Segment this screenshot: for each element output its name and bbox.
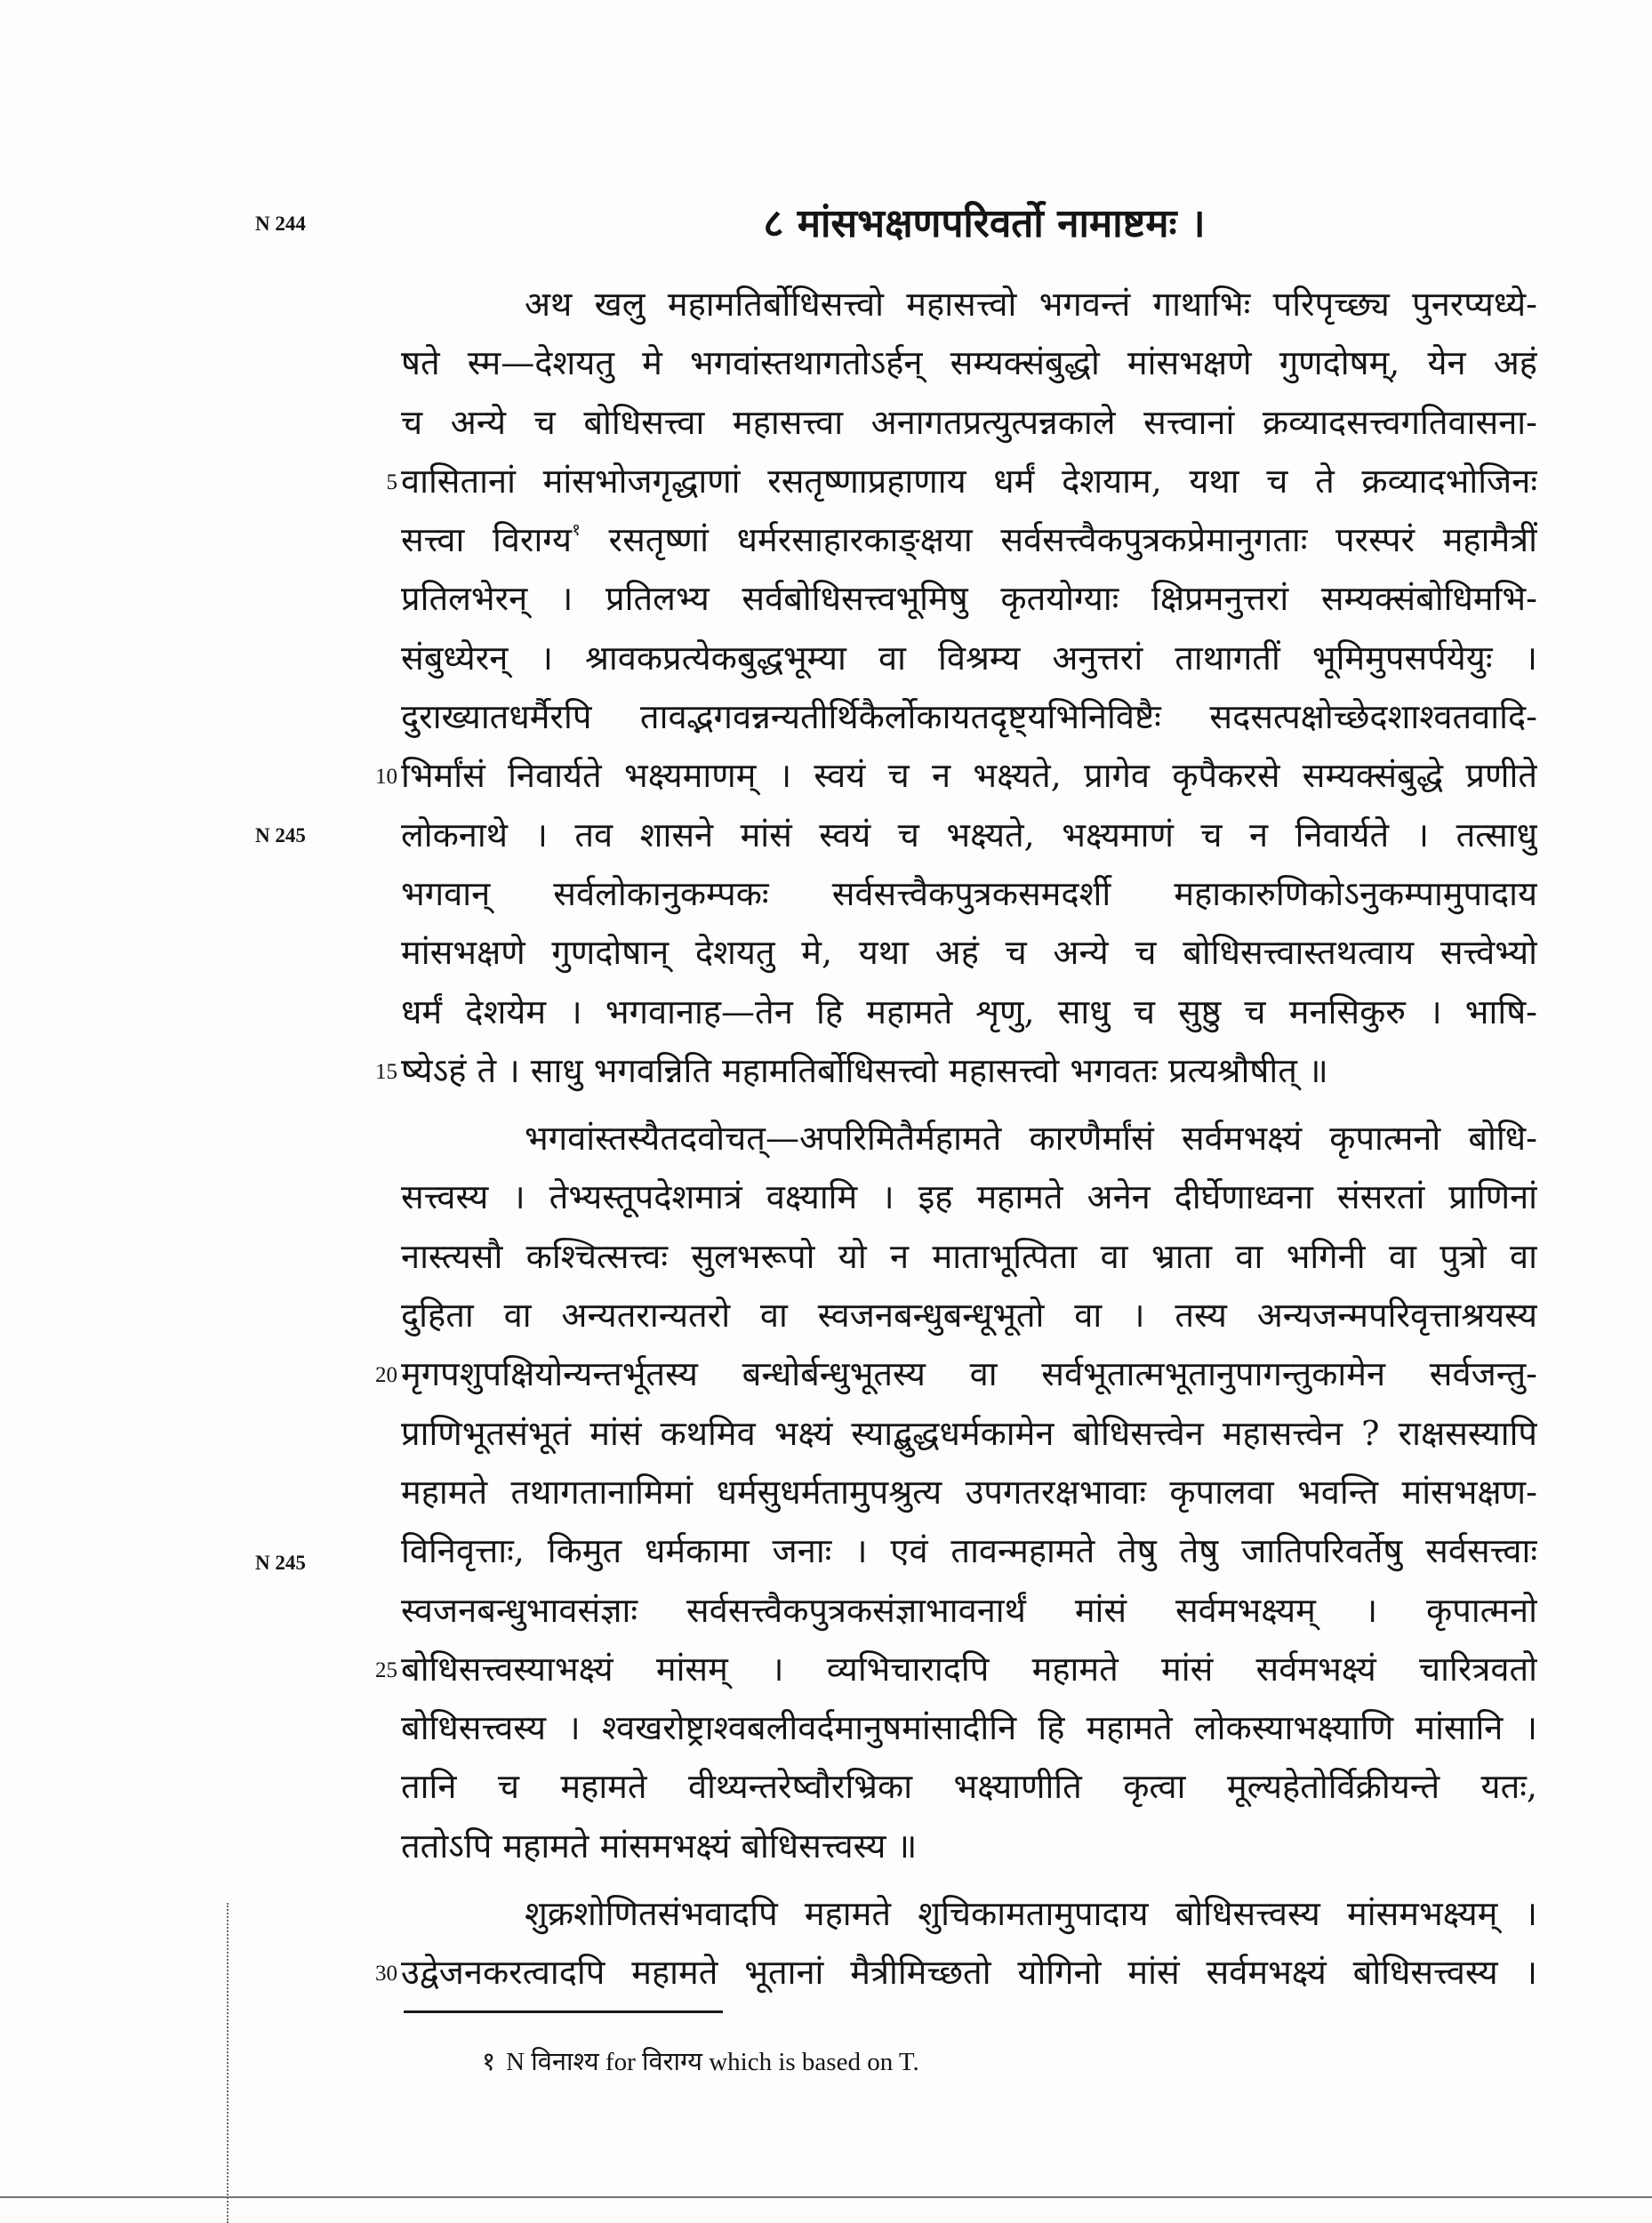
footnote: [482, 2044, 1504, 2080]
footnote-reference: १: [572, 520, 581, 541]
text-line: [375, 1041, 1537, 1100]
text-line: [401, 1884, 1537, 1943]
line-text: प्राणिभूतसंभूतं मांसं कथमिव भक्ष्यं स्याद्बुद्धधर्मकामेन बोधिसत्त्वेन महासत्त्वेन ? राक्षसस्यापि: [401, 1413, 1537, 1453]
line-text: ततोऽपि महामते मांसमभक्ष्यं बोधिसत्त्वस्य ॥: [401, 1826, 918, 1866]
text-line: [375, 1943, 1537, 2002]
paragraph: [375, 1884, 1537, 2002]
line-text: प्रतिलभेरन् । प्रतिलभ्य सर्वबोधिसत्त्वभूमिषु कृतयोग्याः क्षिप्रमनुत्तरां सम्यक्संबोधिमभि-: [401, 579, 1537, 619]
paragraph: [375, 275, 1537, 1100]
line-text: स्वजनबन्धुभावसंज्ञाः सर्वसत्त्वैकपुत्रकसंज्ञाभावनार्थं मांसं सर्वमभक्ष्यम् । कृपात्मनो: [401, 1590, 1537, 1630]
text-line: [401, 1817, 1537, 1875]
line-text: षते स्म—देशयतु मे भगवांस्तथागतोऽर्हन् सम्यक्संबुद्धो मांसभक्षणे गुणदोषम्, येन अहं: [401, 343, 1537, 383]
text-line: [401, 1581, 1537, 1640]
text-line: [375, 1640, 1537, 1698]
text-line: [401, 687, 1537, 746]
margin-page-reference: N 245: [255, 824, 306, 847]
margin-page-reference: N 244: [255, 213, 306, 235]
text-line: [375, 746, 1537, 805]
text-line: [401, 1227, 1537, 1286]
text-line: [401, 1698, 1537, 1757]
text-line: [401, 1168, 1537, 1226]
text-line: [401, 983, 1537, 1041]
paragraph: [375, 1109, 1537, 1875]
scan-edge-artifact: [227, 1903, 229, 2223]
line-text: वासितानां मांसभोजगृद्धाणां रसतृष्णाप्रहाणाय धर्मं देशयाम, यथा च ते क्रव्यादभोजिनः: [401, 461, 1537, 501]
line-text: भिर्मांसं निवार्यते भक्ष्यमाणम् । स्वयं च न भक्ष्यते, प्रागेव कृपैकरसे सम्यक्संबुद्धे प्रणीते: [401, 756, 1537, 796]
text-line: [401, 333, 1537, 392]
line-text-before-ref: सत्त्वा विराग्य: [401, 520, 573, 560]
line-number: 25: [375, 1657, 397, 1682]
text-line: [401, 864, 1537, 923]
line-number: 10: [375, 765, 397, 790]
line-text: च अन्ये च बोधिसत्त्वा महासत्त्वा अनागतप्रत्युत्पन्नकाले सत्त्वानां क्रव्यादसत्त्वगतिवासना-: [401, 402, 1537, 442]
line-number: 5: [386, 469, 397, 494]
line-text: [401, 510, 1537, 569]
line-text: महामते तथागतानामिमां धर्मसुधर्मतामुपश्रुत्य उपगतरक्षभावाः कृपालवा भवन्ति मांसभक्षण-: [401, 1472, 1537, 1512]
text-line: [401, 1521, 1537, 1580]
text-line: [386, 452, 1537, 510]
text-line: [375, 1344, 1537, 1403]
line-text: शुक्रशोणितसंभवादपि महामते शुचिकामतामुपादाय बोधिसत्त्वस्य मांसमभक्ष्यम् ।: [525, 1894, 1537, 1934]
line-number: 20: [375, 1363, 397, 1388]
margin-page-reference: N 245: [255, 1552, 306, 1574]
line-number: 30: [375, 1962, 397, 1986]
text-line: [401, 1757, 1537, 1816]
line-text: लोकनाथे । तव शासने मांसं स्वयं च भक्ष्यते, भक्ष्यमाणं च न निवार्यते । तत्साधु: [401, 815, 1537, 855]
footnote-divider: [404, 2010, 723, 2013]
line-text: अथ खलु महामतिर्बोधिसत्त्वो महासत्त्वो भगवन्तं गाथाभिः परिपृच्छ्य पुनरप्यध्ये-: [525, 285, 1537, 324]
text-line: [401, 1404, 1537, 1463]
chapter-title: ८ मांसभक्षणपरिवर्तो नामाष्टमः ।: [763, 201, 1206, 246]
line-text: दुराख्यातधर्मैरपि तावद्भगवन्नन्यतीर्थिकैर्लोकायतदृष्ट्यभिनिविष्टैः सदसत्पक्षोच्छेदशाश्वतवादि-: [401, 697, 1537, 737]
line-text: बोधिसत्त्वस्य । श्वखरोष्ट्राश्वबलीवर्दमानुषमांसादीनि हि महामते लोकस्याभक्ष्याणि मांसानि ।: [401, 1708, 1537, 1748]
text-line: [401, 510, 1537, 569]
text-line: [401, 1463, 1537, 1521]
line-text: भगवान् सर्वलोकानुकम्पकः सर्वसत्त्वैकपुत्रकसमदर्शी महाकारुणिकोऽनुकम्पामुपादाय: [401, 873, 1537, 913]
text-body: [375, 275, 1537, 2002]
text-line: [401, 1109, 1537, 1168]
line-text: नास्त्यसौ कश्चित्सत्त्वः सुलभरूपो यो न माताभूत्पिता वा भ्राता वा भगिनी वा पुत्रो वा: [401, 1236, 1537, 1276]
scan-edge-line: [0, 2196, 1652, 2198]
line-text: उद्वेजनकरत्वादपि महामते भूतानां मैत्रीमिच्छतो योगिनो मांसं सर्वमभक्ष्यं बोधिसत्त्वस्य ।: [401, 1953, 1537, 1993]
footnote-marker: १: [482, 2048, 496, 2076]
text-line: [401, 275, 1537, 333]
line-text: संबुध्येरन् । श्रावकप्रत्येकबुद्धभूम्या वा विश्रम्य अनुत्तरां ताथागतीं भूमिमुपसर्पयेयुः ।: [401, 638, 1537, 678]
line-text: विनिवृत्ताः, किमुत धर्मकामा जनाः । एवं तावन्महामते तेषु तेषु जातिपरिवर्तेषु सर्वसत्त्वाः: [401, 1531, 1537, 1571]
text-line: [401, 569, 1537, 628]
line-number: 15: [375, 1059, 397, 1084]
line-text: ष्येऽहं ते । साधु भगवन्निति महामतिर्बोधिसत्त्वो महासत्त्वो भगवतः प्रत्यश्रौषीत् ॥: [401, 1050, 1328, 1090]
line-text: धर्मं देशयेम । भगवानाह—तेन हि महामते शृणु, साधु च सुष्ठु च मनसिकुरु । भाषि-: [401, 991, 1537, 1031]
line-text: भगवांस्तस्यैतदवोचत्—अपरिमितैर्महामते कारणैर्मांसं सर्वमभक्ष्यं कृपात्मनो बोधि-: [525, 1119, 1537, 1159]
text-line: [401, 923, 1537, 982]
line-text: सत्त्वस्य । तेभ्यस्तूपदेशमात्रं वक्ष्यामि । इह महामते अनेन दीर्घेणाध्वना संसरतां प्राणिनां: [401, 1177, 1537, 1217]
line-text: दुहिता वा अन्यतरान्यतरो वा स्वजनबन्धुबन्धूभूतो वा । तस्य अन्यजन्मपरिवृत्ताश्रयस्य: [401, 1296, 1537, 1336]
text-line: [401, 1286, 1537, 1344]
line-text: मांसभक्षणे गुणदोषान् देशयतु मे, यथा अहं च अन्ये च बोधिसत्त्वास्तथत्वाय सत्त्वेभ्यो: [401, 933, 1537, 973]
text-line: [401, 393, 1537, 452]
line-text: मृगपशुपक्षियोन्यन्तर्भूतस्य बन्धोर्बन्धुभूतस्य वा सर्वभूतात्मभूतानुपागन्तुकामेन सर्वजन्तु-: [401, 1354, 1537, 1394]
line-text-after-ref: रसतृष्णां धर्मरसाहारकाङ्क्षया सर्वसत्त्वैकपुत्रकप्रेमानुगताः परस्परं महामैत्रीं: [580, 520, 1537, 560]
line-text: बोधिसत्त्वस्याभक्ष्यं मांसम् । व्यभिचारादपि महामते मांसं सर्वमभक्ष्यं चारित्रवतो: [401, 1649, 1537, 1689]
footnote-text: N विनाश्य for विराग्य which is based on T.: [506, 2048, 919, 2076]
line-text: तानि च महामते वीथ्यन्तरेष्वौरभ्रिका भक्ष्याणीति कृत्वा मूल्यहेतोर्विक्रीयन्ते यतः,: [401, 1767, 1537, 1807]
text-line: [401, 806, 1537, 864]
text-line: [401, 629, 1537, 687]
